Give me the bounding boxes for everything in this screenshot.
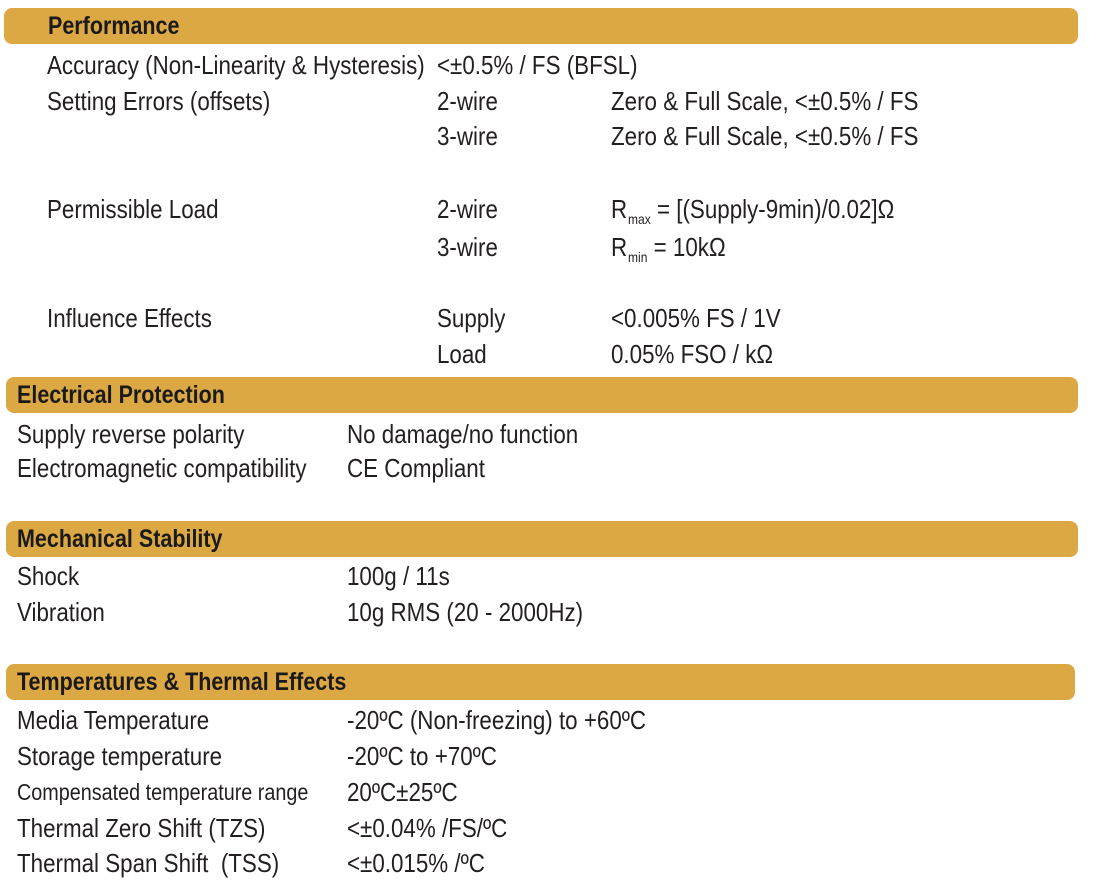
rmin-subscript: min — [628, 249, 648, 265]
setting-errors-3wire: 3-wire — [437, 121, 498, 151]
rmax-formula: = [(Supply-9min)/0.02]Ω — [650, 194, 895, 224]
emc-value: CE Compliant — [347, 453, 485, 483]
permissible-load-3wire: 3-wire — [437, 232, 498, 262]
influence-effects-label: Influence Effects — [47, 303, 212, 333]
setting-errors-label: Setting Errors (offsets) — [47, 86, 271, 116]
temperatures-title: Temperatures & Thermal Effects — [17, 668, 347, 696]
rmin-symbol: R — [611, 232, 628, 262]
compensated-range-value: 20ºC±25ºC — [347, 777, 458, 807]
rmin-formula: = 10kΩ — [647, 232, 726, 262]
setting-errors-2wire-value: Zero & Full Scale, <±0.5% / FS — [611, 86, 919, 116]
storage-temperature-value: -20ºC to +70ºC — [347, 741, 497, 771]
setting-errors-3wire-value: Zero & Full Scale, <±0.5% / FS — [611, 121, 919, 151]
performance-title: Performance — [48, 12, 180, 40]
setting-errors-2wire: 2-wire — [437, 86, 498, 116]
tzs-label: Thermal Zero Shift (TZS) — [17, 813, 266, 843]
rmax-subscript: max — [628, 211, 651, 227]
influence-load: Load — [437, 339, 487, 369]
shock-label: Shock — [17, 561, 80, 591]
tss-label: Thermal Span Shift (TSS) — [17, 848, 280, 878]
permissible-load-2wire: 2-wire — [437, 194, 498, 224]
influence-load-value: 0.05% FSO / kΩ — [611, 339, 774, 369]
reverse-polarity-value: No damage/no function — [347, 419, 579, 449]
vibration-label: Vibration — [17, 597, 105, 627]
media-temperature-value: -20ºC (Non-freezing) to +60ºC — [347, 705, 647, 735]
permissible-load-2wire-value — [611, 194, 894, 234]
media-temperature-label: Media Temperature — [17, 705, 210, 735]
emc-label: Electromagnetic compatibility — [17, 453, 307, 483]
permissible-load-label: Permissible Load — [47, 194, 219, 224]
tzs-value: <±0.04% /FS/ºC — [347, 813, 508, 843]
reverse-polarity-label: Supply reverse polarity — [17, 419, 245, 449]
compensated-range-label: Compensated temperature range — [17, 779, 309, 805]
electrical-protection-title: Electrical Protection — [17, 381, 225, 409]
influence-supply: Supply — [437, 303, 506, 333]
accuracy-value: <±0.5% / FS (BFSL) — [437, 50, 638, 80]
influence-supply-value: <0.005% FS / 1V — [611, 303, 781, 333]
tss-value: <±0.015% /ºC — [347, 848, 485, 878]
rmax-symbol: R — [611, 194, 628, 224]
shock-value: 100g / 11s — [347, 561, 450, 591]
permissible-load-3wire-value — [611, 232, 726, 272]
vibration-value: 10g RMS (20 - 2000Hz) — [347, 597, 584, 627]
storage-temperature-label: Storage temperature — [17, 741, 223, 771]
mechanical-stability-title: Mechanical Stability — [17, 525, 223, 553]
accuracy-label: Accuracy (Non-Linearity & Hysteresis) — [47, 50, 425, 80]
